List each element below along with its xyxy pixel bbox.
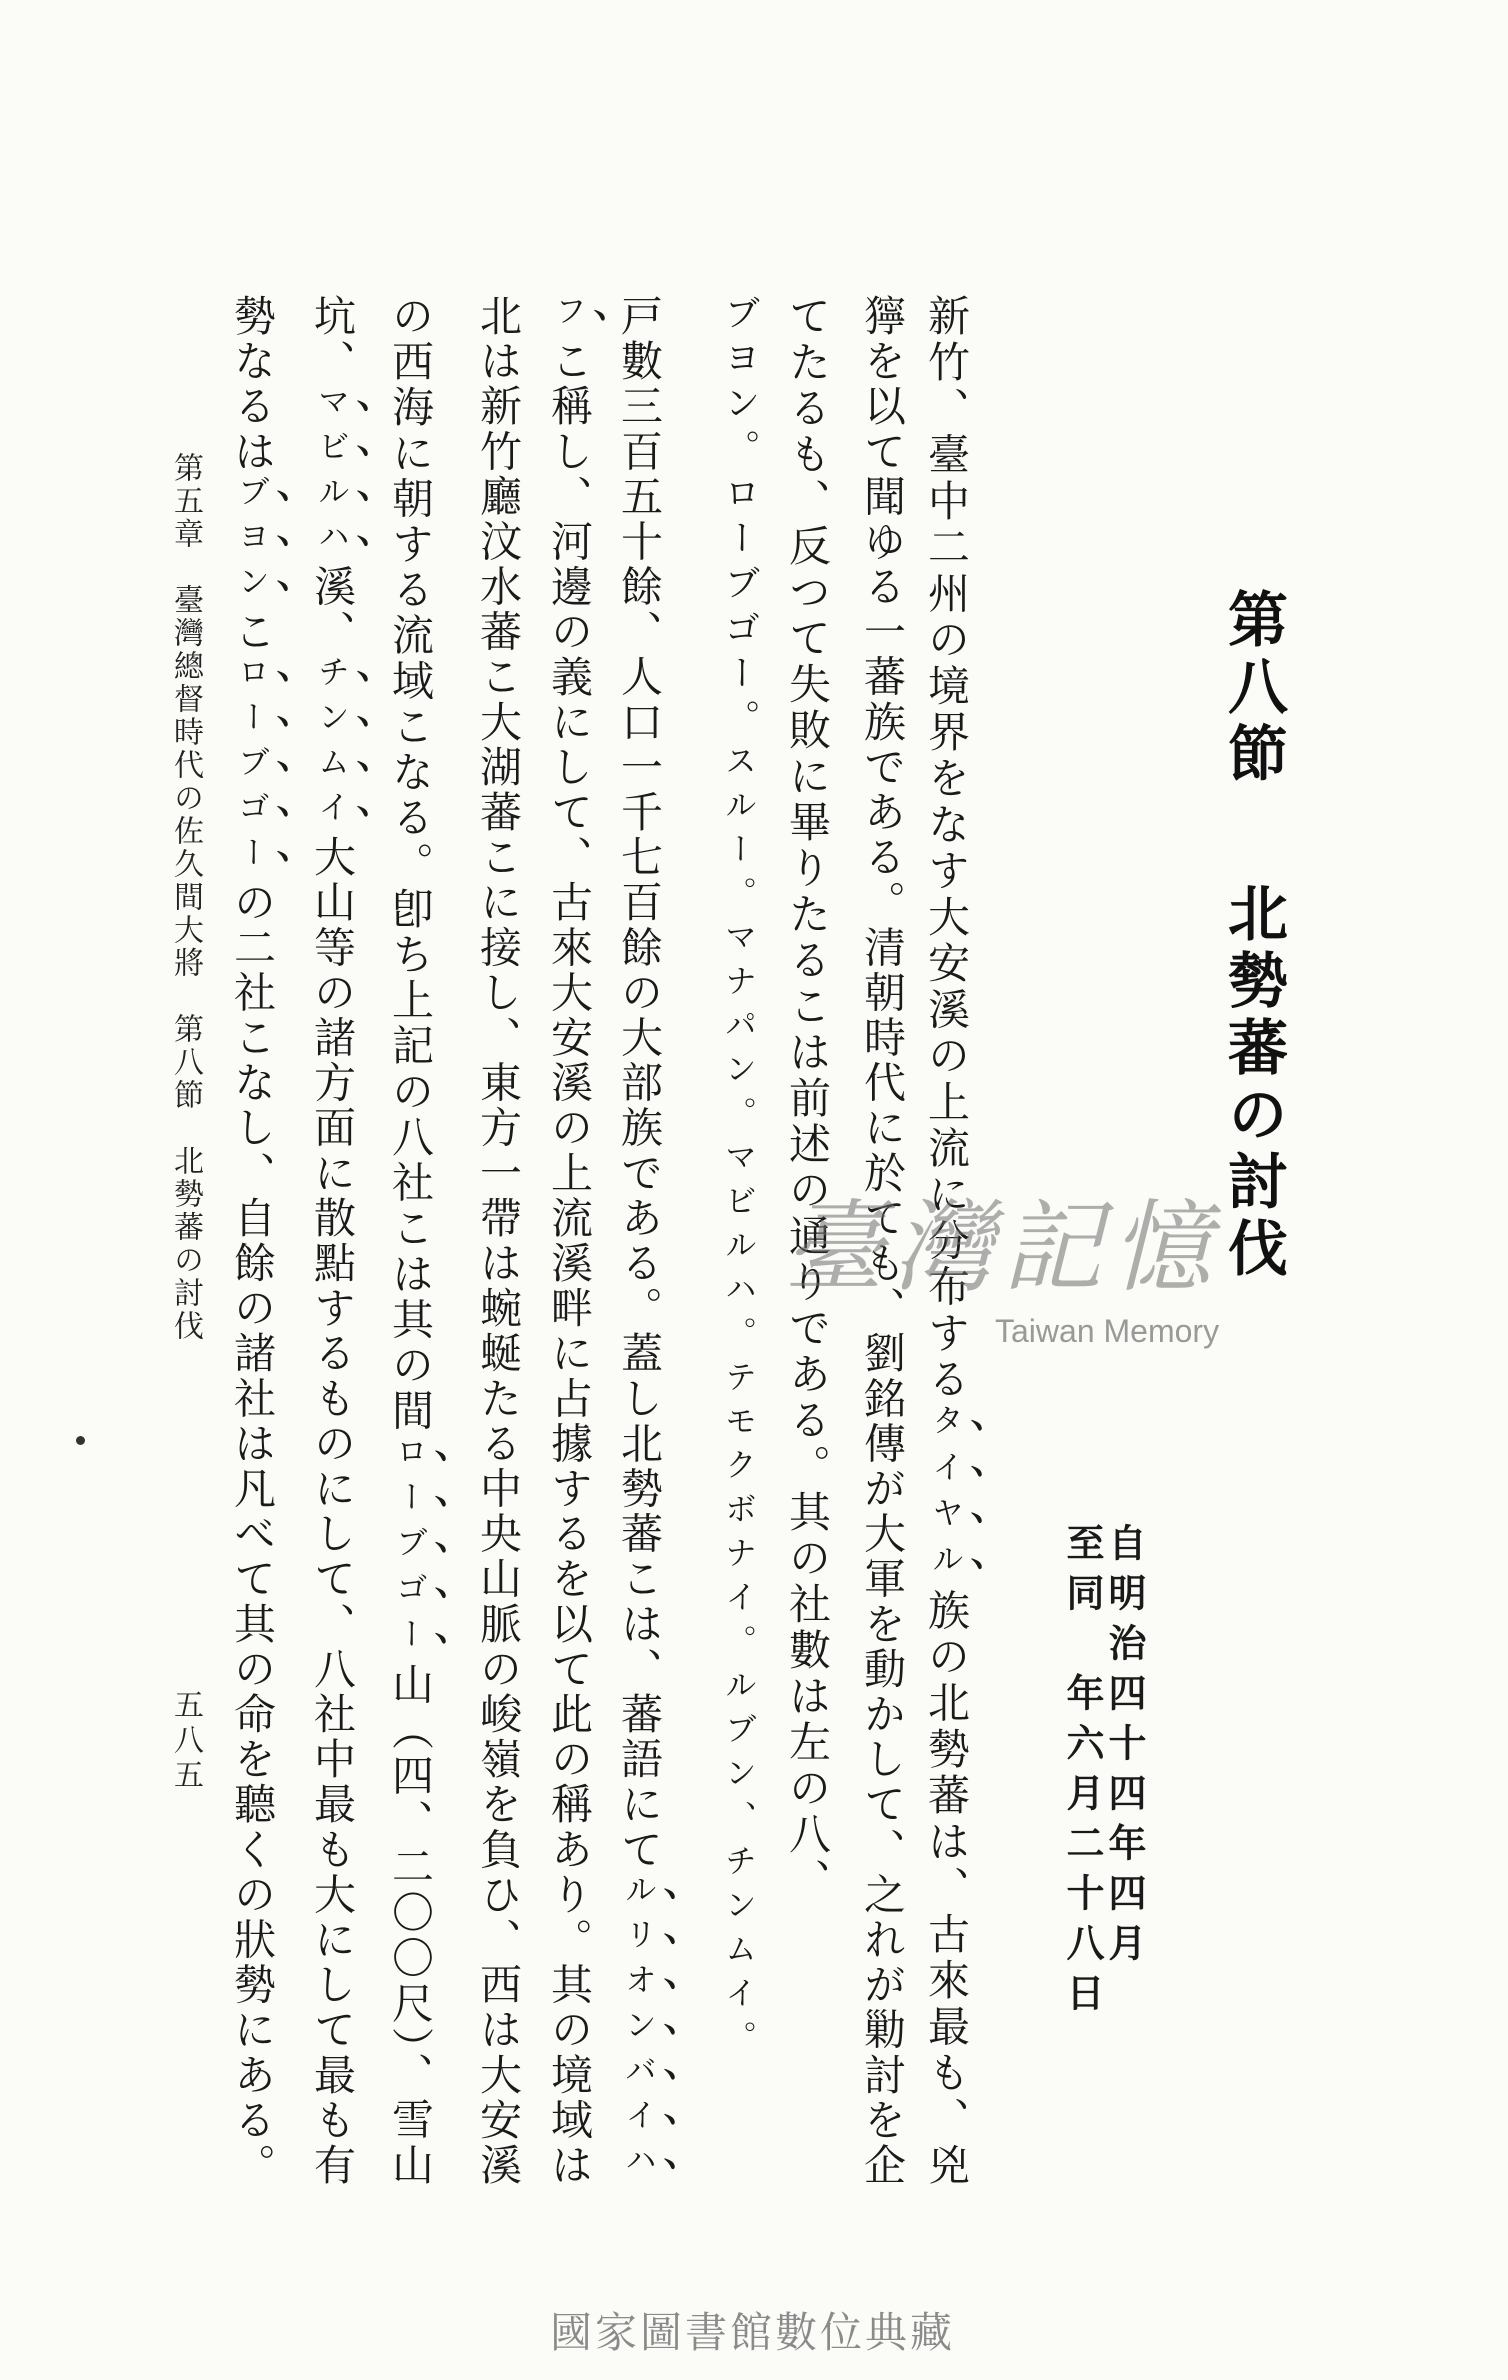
tribe-name: タイヤル	[927, 1403, 965, 1589]
village-name: ブヨン	[233, 474, 271, 610]
body-text: 新竹、臺中二州の境界をなす大安溪の上流に分布する	[922, 294, 971, 1404]
body-column-7	[468, 294, 528, 2187]
native-term: ルリオンバイハ	[620, 1872, 658, 2188]
taiwan-memory-watermark-subtitle: Taiwan Memory	[995, 1313, 1220, 1349]
body-text: 溪、	[308, 564, 357, 655]
body-text: の二社こなし、自餘の諸社は凡べて其の命を聽くの狀勢にある。	[228, 880, 277, 2188]
body-column-4	[709, 294, 769, 2187]
body-text: 勢なるは	[228, 294, 277, 475]
taiwan-memory-watermark-logo: 臺灣記憶	[784, 1189, 1220, 1306]
body-column-9	[308, 294, 374, 2188]
archive-watermark: 國家圖書館數位典藏	[550, 2308, 956, 2357]
native-term: フ	[550, 294, 588, 340]
body-text: こ稱し、河邊の義にして、古來大安溪の上流溪畔に占據するを以て此の稱あり。其の境域は	[545, 339, 594, 2188]
section-number: 第八節	[1218, 588, 1288, 789]
body-column-6	[545, 294, 611, 2188]
page-number: 五八五	[168, 1689, 203, 1794]
body-text: 北は新竹廳汶水蕃こ大湖蕃こに接し、東方一帶は蜿蜒たる中央山脈の峻嶺を負ひ、西は大安溪	[474, 294, 523, 2187]
body-column-5	[615, 294, 681, 2188]
village-names: ブヨン。ローブゴー。	[719, 294, 760, 744]
period-to: 至同 年六月二十八日	[1060, 1523, 1105, 2023]
body-text: 大山等の諸方面に散點するものにして、八社中最も大にして最も有	[308, 835, 357, 2188]
running-head: 第五章 臺灣總督時代の佐久間大將 第八節 北勢蕃の討伐	[168, 452, 203, 1343]
place-name: ローブゴー	[391, 1434, 429, 1663]
body-text: 族の北勢蕃は、古來最も、兇	[922, 1588, 971, 2188]
body-text: 坑、	[308, 294, 357, 385]
body-text: てたるも、反つて失敗に畢りたるこは前述の通りである。其の社數は左の八、	[783, 294, 832, 1904]
body-column-8	[386, 294, 452, 2188]
period-from: 自明治四十四年四月	[1102, 1523, 1147, 1973]
body-text: 戸數三百五十餘、人口一千七百餘の大部族である。蓋し北勢蕃こは、蕃語にて	[615, 294, 664, 1873]
body-text: こ	[228, 609, 277, 655]
scan-speck	[76, 1436, 85, 1445]
village-names: スルー。マナパン。マビルハ。テモクボナイ。ルブン、チンムイ。	[720, 744, 758, 2064]
body-text: 山（四、二〇〇尺）、雪山	[386, 1662, 435, 2188]
body-column-10	[228, 294, 294, 2188]
section-title: 北勢蕃の討伐	[1218, 882, 1288, 1284]
body-text: 獰を以て聞ゆる一蕃族である。清朝時代に於ても、劉銘傳が大軍を動かして、之れが勦討を企	[858, 294, 907, 2187]
village-name: ローブゴー	[233, 654, 271, 881]
body-text: の西海に朝する流域こなる。卽ち上記の八社こは其の間	[386, 294, 435, 1435]
place-name: チンムイ	[313, 654, 351, 836]
place-name: マビルハ	[313, 384, 351, 565]
